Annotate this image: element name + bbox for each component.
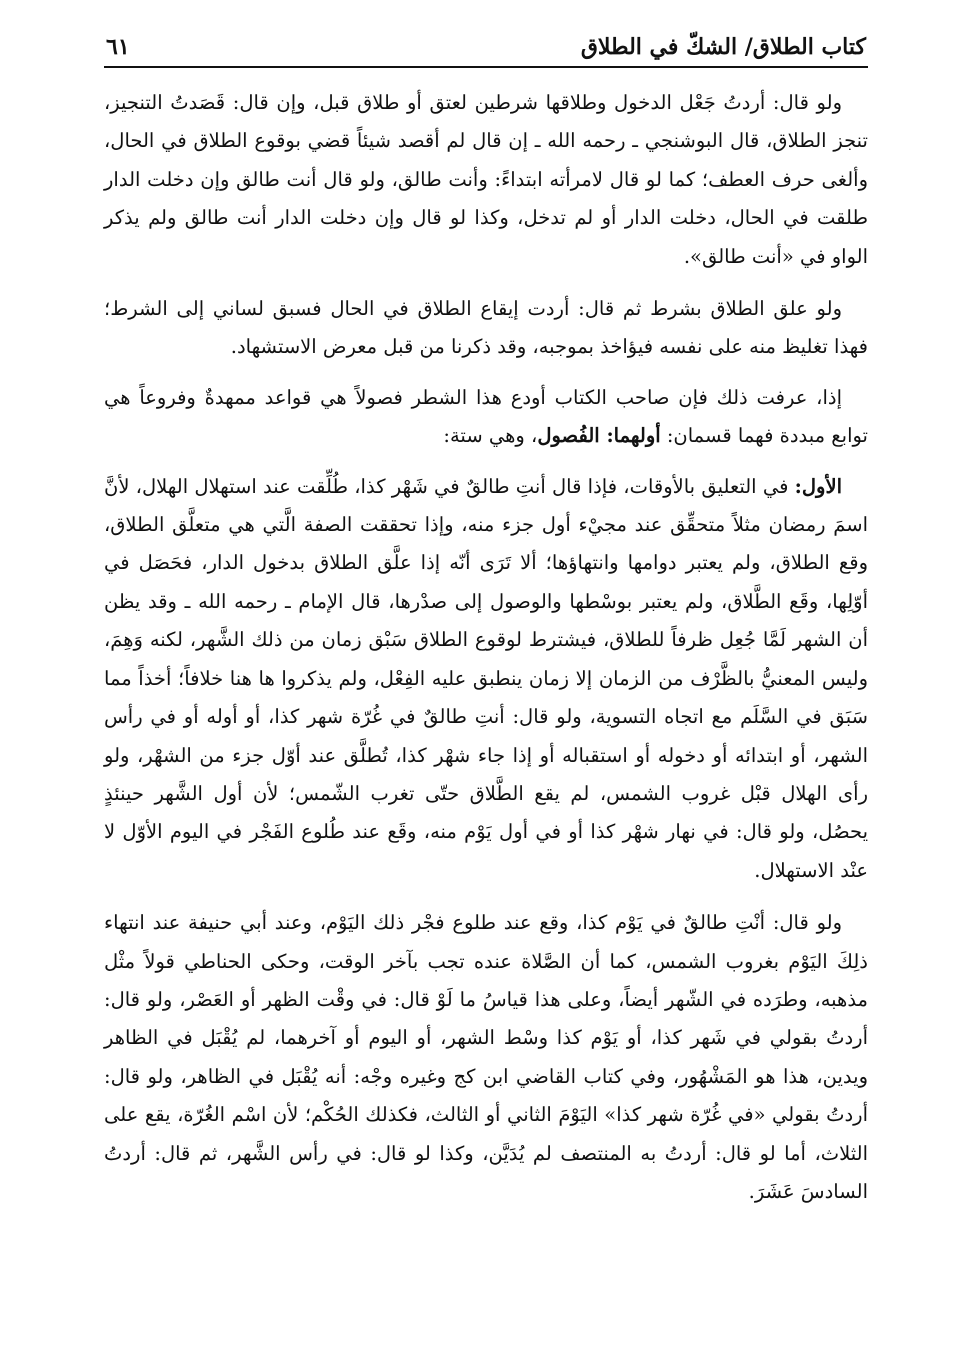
page-body [104,84,868,1211]
paragraph-text: ولو علق الطلاق بشرط ثم قال: أردت إيقاع الطلاق في الحال فسبق لساني إلى الشرط؛ فهذا تغليظ منه على نفسه فيؤاخذ بموجبه، وقد ذكرنا من قبل معرض الاستشهاد. [104,297,868,359]
paragraph [104,84,868,276]
section-label: الأول: [794,474,842,498]
paragraph-text: ولو قال: أنْتِ طالقٌ في يَوْم كذا، وقع عند طلوع فجْر ذلك اليَوْم، وعند أبي حنيفة عند انتهاء ذلِكَ اليَوْم بغروب الشمس، كما أن الصَّلاة عنده تجب بآخر الوقت، وحكى الحناطي قولاً مثْل مذهبه، وطرَده في الشّهر أيضاً، وعلى هذا قياسُ ما لَوْ قال: في وقْت الظهر أو العَصْر، ولو قال: أردتُ بقولي في شَهر كذا، أو يَوْم كذا وسْط الشهر، أو اليوم أو آخرهما، لم يُقْبَل في الظاهر ويدين، هذا هو المَشْهُور، وفي كتاب القاضي ابن كج وغيره وجْه: أنه يُقْبَل في الظاهر، ولو قال: أردتُ بقولي «في غُرّة شهر كذا» اليَوْمَ الثاني أو الثالث، فكذلك الحُكْم؛ لأن اسْم الغُرّة، يقع على الثلاث، أما لو قال: أردتُ به المنتصف لم يُدَيَّن، وكذا لو قال: في رأس الشَّهر، ثم قال: أردتُ السادسَ عَشَرَ. [104,911,868,1203]
page-header [104,28,868,68]
paragraph [104,290,868,367]
paragraph-text: إذا، عرفت ذلك فإن صاحب الكتاب أودع هذا الشطر فصولاً هي قواعد ممهدةٌ وفروعاً هي توابع مبددة فهما قسمان: [104,385,868,448]
paragraph-text: ولو قال: أردتُ جَعْل الدخول وطلاقها شرطين لعتق أو طلاق قبل، وإن قال: قَصَدتُ التنجيز، تنجز الطلاق، قال البوشنجي ـ رحمه الله ـ إن قال لم أقصد شيئاً قضي بوقوع الطلاق في الحال، وألغى حرف العطف؛ كما لو قال لامرأته ابتداءً: وأنت طالق، ولو قال أنت طالق وإن دخلت الدار طلقت في الحال، دخلت الدار أو لم تدخل، وكذا لو قال وإن دخلت الدار أنت طالق ولم يذكر الواو في «أنت طالق». [104,91,868,268]
running-title: كتاب الطلاق/ الشكّ في الطلاق [580,34,866,60]
paragraph-text: في التعليق بالأوقات، فإذا قال أنتِ طالقٌ في شَهْر كذا، طُلِّقت عند استهلال الهلال، لأنَّ اسمَ رمضان مثلاً متحقِّق عند مجيْء أول جزء منه، وإذا تحققت الصفة الَّتي هي متعلَّق الطلاق، وقع الطلاق، ولم يعتبر دوامها وانتهاؤها؛ ألا تَرَى أنّه إذا علَّق الطلاق بدخول الدار، فحَصَل في أوّلِها، وقَع الطَّلاق، ولم يعتبر بوسْطها والوصول إلى صدْرها، قال الإمام ـ رحمه الله ـ وقد يظن أن الشهر لَمَّا جُعِل ظرفاً للطلاق، فيشترط لوقوع الطلاق سَبْق زمان من ذلك الشَّهر، لكنه وَهِمَ، وليس المعنيُّ بالظَّرْف من الزمان إلا زمان ينطبق عليه الفِعْل، ولم يذكروا ها هنا خلافاً؛ أخذاً مما سَبَق في السَّلَم مع اتجاه التسوية، ولو قال: أنتِ طالقٌ في غُرّة شهر كذا، أو أوله أو في رأس الشهر، أو ابتدائه أو دخوله أو استقباله أو إذا جاء شهْر كذا، تُطلَّق عند أوّل جزء من الشهْر، ولو رأى الهلال قبْل غروب الشمس، لم يقع الطَّلاق حتّى تغرب الشّمس؛ لأن أول الشَّهر حينئذٍ يحصُل، ولو قال: في نهار شهْر كذا أو في أول يَوْم منه، وقَع عند طُلوع الفَجْر في اليوم الأوّل لا عنْد الاستهلال. [104,474,868,882]
paragraph [104,379,868,456]
paragraph-bold-label: أولهما: الفُصول [537,424,661,448]
paragraph [104,468,868,890]
paragraph-text: ، وهي ستة: [443,424,538,448]
page-number: ٦١ [106,34,130,60]
book-page [104,28,868,1221]
paragraph [104,904,868,1211]
